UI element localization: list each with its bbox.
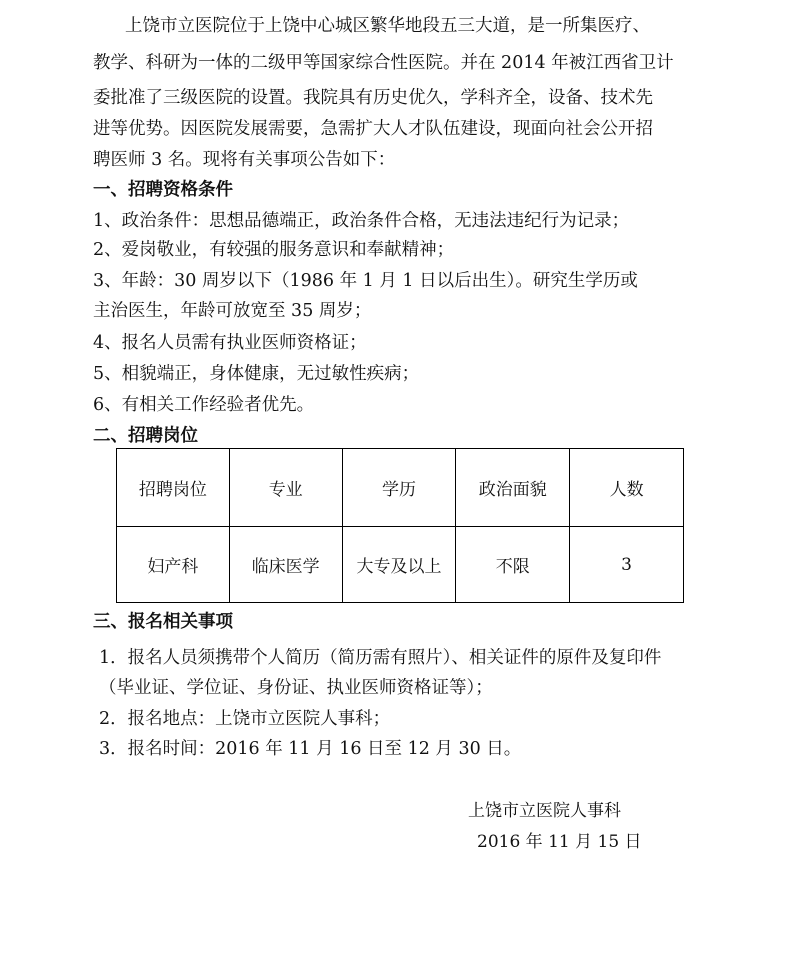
intro-line: 委批准了三级医院的设置。我院具有历史优久，学科齐全，设备、技术先 <box>93 88 653 108</box>
table-cell: 不限 <box>456 527 570 603</box>
list-item: 3．报名时间：2016 年 11 月 16 日至 12 月 30 日。 <box>99 739 522 759</box>
list-item: （毕业证、学位证、身份证、执业医师资格证等）； <box>99 678 493 698</box>
list-item: 4、报名人员需有执业医师资格证； <box>93 333 367 353</box>
table-header-cell: 学历 <box>342 449 456 527</box>
list-item: 1．报名人员须携带个人简历（简历需有照片）、相关证件的原件及复印件 <box>99 648 662 668</box>
list-item: 主治医生，年龄可放宽至 35 周岁； <box>93 301 372 321</box>
table-header-row <box>117 449 684 527</box>
table-cell: 临床医学 <box>229 527 342 603</box>
list-item: 5、相貌端正，身体健康，无过敏性疾病； <box>93 364 420 384</box>
section-heading-application: 三、报名相关事项 <box>93 612 233 632</box>
list-item: 6、有相关工作经验者优先。 <box>93 395 315 415</box>
signature-department: 上饶市立医院人事科 <box>468 801 621 821</box>
intro-line: 上饶市立医院位于上饶中心城区繁华地段五三大道，是一所集医疗、 <box>125 16 650 36</box>
table-header-cell: 专业 <box>229 449 342 527</box>
list-item: 1、政治条件：思想品德端正，政治条件合格，无违法违纪行为记录； <box>93 211 630 231</box>
intro-line: 教学、科研为一体的二级甲等国家综合性医院。并在 2014 年被江西省卫计 <box>93 53 674 73</box>
table-cell: 妇产科 <box>117 527 230 603</box>
table-row <box>117 527 684 603</box>
intro-line: 聘医师 3 名。现将有关事项公告如下： <box>93 150 396 170</box>
table-cell: 3 <box>570 527 684 603</box>
table-header-cell: 招聘岗位 <box>117 449 230 527</box>
table-cell: 大专及以上 <box>342 527 456 603</box>
intro-line: 进等优势。因医院发展需要，急需扩大人才队伍建设，现面向社会公开招 <box>93 119 653 139</box>
list-item: 2．报名地点：上饶市立医院人事科； <box>99 709 391 729</box>
list-item: 2、爱岗敬业，有较强的服务意识和奉献精神； <box>93 240 455 260</box>
list-item: 3、年龄：30 周岁以下（1986 年 1 月 1 日以后出生）。研究生学历或 <box>93 271 638 291</box>
section-heading-qualifications: 一、招聘资格条件 <box>93 180 233 200</box>
signature-date: 2016 年 11 月 15 日 <box>477 832 642 852</box>
positions-table <box>116 448 684 603</box>
table-header-cell: 人数 <box>570 449 684 527</box>
section-heading-positions: 二、招聘岗位 <box>93 426 198 446</box>
table-header-cell: 政治面貌 <box>456 449 570 527</box>
